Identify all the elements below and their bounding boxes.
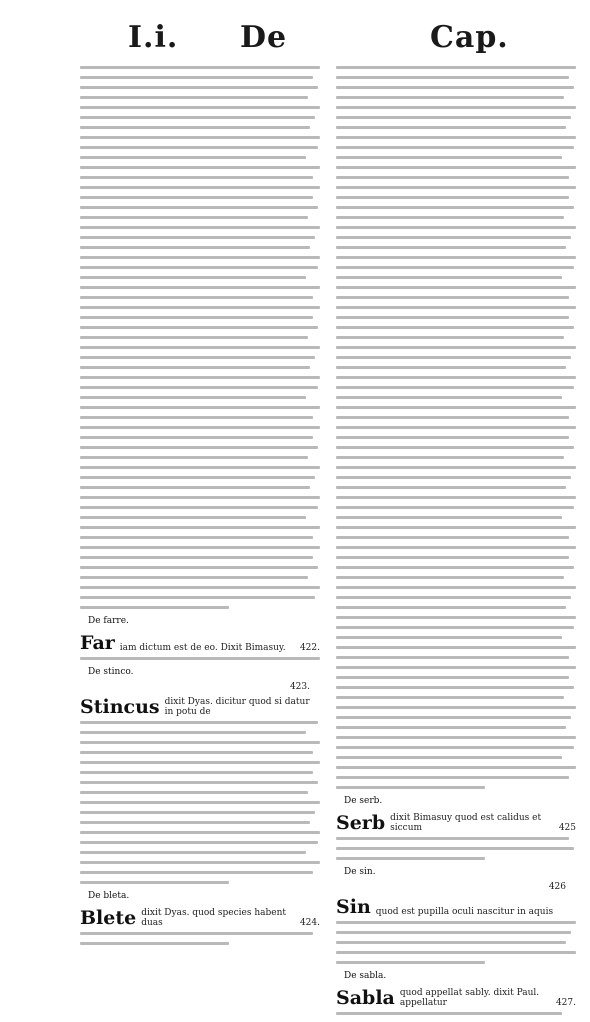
text-line xyxy=(336,666,576,669)
text-line xyxy=(336,736,576,739)
text-line xyxy=(336,296,569,299)
entry-first-line: dixit Bimasuy quod est calidus et siccum xyxy=(390,813,542,833)
entry-word: Sabla xyxy=(336,987,395,1009)
entry-number: 422. xyxy=(299,643,320,653)
text-line xyxy=(80,821,310,824)
text-line xyxy=(80,526,320,529)
section-heading: De sin. xyxy=(344,867,376,877)
text-line xyxy=(336,646,576,649)
text-line xyxy=(80,576,308,579)
text-line xyxy=(80,336,308,339)
text-line xyxy=(80,406,320,409)
text-line xyxy=(336,766,576,769)
text-line xyxy=(80,86,318,89)
text-line xyxy=(80,657,320,660)
text-line xyxy=(336,166,576,169)
text-line xyxy=(336,656,569,659)
text-line xyxy=(80,811,315,814)
text-line xyxy=(80,306,320,309)
text-line xyxy=(336,96,564,99)
section-heading: De stinco. xyxy=(88,667,134,677)
text-line xyxy=(336,236,571,239)
text-line xyxy=(80,731,306,734)
text-line xyxy=(336,226,576,229)
entry-first-line: dixit Dyas. dicitur quod si datur in potu de xyxy=(164,697,310,717)
text-line xyxy=(336,436,569,439)
text-line xyxy=(80,761,320,764)
text-line xyxy=(80,741,320,744)
text-line xyxy=(336,186,576,189)
text-line xyxy=(80,236,315,239)
text-line xyxy=(336,206,574,209)
text-line xyxy=(80,486,310,489)
text-line xyxy=(336,696,564,699)
text-line xyxy=(336,366,566,369)
text-line xyxy=(336,556,569,559)
text-line xyxy=(336,246,566,249)
text-line xyxy=(80,116,315,119)
text-line xyxy=(336,951,576,954)
text-line xyxy=(336,376,576,379)
right-column xyxy=(336,66,576,1022)
section-heading: De farre. xyxy=(88,616,129,626)
text-line xyxy=(80,841,318,844)
text-line xyxy=(336,857,485,860)
running-head-middle: De xyxy=(240,20,288,55)
text-line xyxy=(336,406,576,409)
text-line xyxy=(336,931,571,934)
text-line xyxy=(336,596,571,599)
text-line xyxy=(80,751,313,754)
text-line xyxy=(80,376,320,379)
text-line xyxy=(80,416,313,419)
text-line xyxy=(80,721,318,724)
text-line xyxy=(80,942,229,945)
text-line xyxy=(80,536,313,539)
text-line xyxy=(80,516,306,519)
text-line xyxy=(336,346,576,349)
text-line xyxy=(336,756,562,759)
text-line xyxy=(336,776,569,779)
text-line xyxy=(336,476,571,479)
text-line xyxy=(80,326,318,329)
text-line xyxy=(336,176,569,179)
text-line xyxy=(80,286,320,289)
text-line xyxy=(80,106,320,109)
text-line xyxy=(336,86,574,89)
text-line xyxy=(336,516,562,519)
text-line xyxy=(336,396,562,399)
text-line xyxy=(336,486,566,489)
text-line xyxy=(336,536,569,539)
text-line xyxy=(80,476,315,479)
text-line xyxy=(336,286,576,289)
text-line xyxy=(336,496,576,499)
entry-first-line: iam dictum est de eo. Dixit Bimasuy. xyxy=(119,643,286,653)
text-line xyxy=(80,881,229,884)
entry-row xyxy=(80,631,320,653)
text-line xyxy=(80,186,320,189)
text-line xyxy=(336,676,569,679)
text-line xyxy=(336,941,566,944)
text-line xyxy=(336,316,569,319)
text-line xyxy=(336,726,566,729)
running-head-left: I.i. xyxy=(128,20,179,55)
text-line xyxy=(80,446,318,449)
section-heading: De serb. xyxy=(344,796,383,806)
section-heading: De bleta. xyxy=(88,891,130,901)
text-line xyxy=(336,416,569,419)
text-line xyxy=(80,226,320,229)
text-line xyxy=(336,847,574,850)
text-line xyxy=(80,831,320,834)
text-line xyxy=(80,456,308,459)
text-line xyxy=(336,66,576,69)
text-line xyxy=(80,606,229,609)
text-line xyxy=(80,146,318,149)
text-line xyxy=(80,386,318,389)
text-line xyxy=(336,356,571,359)
text-line xyxy=(336,196,569,199)
text-line xyxy=(336,126,566,129)
entry-row xyxy=(80,695,320,717)
text-line xyxy=(336,306,576,309)
text-line xyxy=(80,126,310,129)
entry-word: Far xyxy=(80,632,115,654)
text-line xyxy=(80,66,320,69)
text-line xyxy=(336,686,574,689)
text-line xyxy=(80,276,306,279)
text-line xyxy=(336,606,566,609)
entry-row xyxy=(336,895,576,917)
text-line xyxy=(80,256,320,259)
entry-first-line: quod est pupilla oculi nascitur in aquis xyxy=(375,907,554,917)
text-line xyxy=(336,576,564,579)
text-line xyxy=(336,456,564,459)
text-line xyxy=(80,96,308,99)
entry-number: 427. xyxy=(555,998,576,1008)
text-line xyxy=(80,466,320,469)
text-line xyxy=(336,636,562,639)
text-line xyxy=(80,426,320,429)
text-line xyxy=(336,266,574,269)
text-line xyxy=(80,346,320,349)
text-line xyxy=(336,256,576,259)
text-line xyxy=(80,781,318,784)
text-line xyxy=(80,396,306,399)
text-line xyxy=(80,366,310,369)
text-line xyxy=(80,851,306,854)
text-line xyxy=(336,546,576,549)
text-line xyxy=(336,136,576,139)
text-line xyxy=(80,436,313,439)
text-line xyxy=(80,871,313,874)
text-line xyxy=(80,166,320,169)
text-line xyxy=(336,716,571,719)
text-line xyxy=(336,276,562,279)
text-line xyxy=(80,801,320,804)
text-line xyxy=(80,316,313,319)
text-line xyxy=(336,526,576,529)
text-line xyxy=(80,246,310,249)
text-line xyxy=(80,196,313,199)
text-line xyxy=(80,506,318,509)
text-line xyxy=(80,932,313,935)
text-line xyxy=(80,771,313,774)
text-line xyxy=(336,466,576,469)
running-head-right: Cap. xyxy=(430,20,509,55)
text-line xyxy=(80,586,320,589)
text-line xyxy=(336,336,564,339)
text-line xyxy=(80,206,318,209)
entry-row xyxy=(336,811,576,833)
text-line xyxy=(336,586,576,589)
entry-number: 423. xyxy=(289,682,310,692)
entry-word: Sin xyxy=(336,896,371,918)
text-line xyxy=(80,546,320,549)
entry-row xyxy=(336,986,576,1008)
text-line xyxy=(336,426,576,429)
text-line xyxy=(336,106,576,109)
text-line xyxy=(80,356,315,359)
entry-word: Stincus xyxy=(80,696,160,718)
text-line xyxy=(336,156,562,159)
text-line xyxy=(80,76,313,79)
text-line xyxy=(80,566,318,569)
text-line xyxy=(336,116,571,119)
text-line xyxy=(336,146,574,149)
text-line xyxy=(336,1012,562,1015)
text-line xyxy=(336,566,574,569)
entry-number: 425 xyxy=(558,823,576,833)
text-line xyxy=(336,76,569,79)
text-line xyxy=(80,296,313,299)
text-line xyxy=(336,786,485,789)
text-line xyxy=(80,156,306,159)
text-line xyxy=(80,176,313,179)
entry-row xyxy=(80,906,320,928)
text-line xyxy=(80,216,308,219)
text-line xyxy=(336,616,576,619)
text-line xyxy=(336,837,569,840)
text-line xyxy=(80,861,320,864)
text-line xyxy=(336,961,485,964)
section-heading: De sabla. xyxy=(344,971,387,981)
entry-word: Serb xyxy=(336,812,386,834)
text-line xyxy=(336,626,574,629)
entry-first-line: quod appellat sably. dixit Paul. appellatur xyxy=(399,988,540,1008)
text-line xyxy=(336,216,564,219)
entry-first-line: dixit Dyas. quod species habent duas xyxy=(141,908,287,928)
text-line xyxy=(80,136,320,139)
left-column xyxy=(80,66,320,952)
text-line xyxy=(80,266,318,269)
text-line xyxy=(336,506,574,509)
text-line xyxy=(336,921,576,924)
text-line xyxy=(336,446,574,449)
text-line xyxy=(336,326,574,329)
text-line xyxy=(80,791,308,794)
text-line xyxy=(80,556,313,559)
entry-number: 424. xyxy=(299,918,320,928)
text-line xyxy=(336,746,574,749)
text-line xyxy=(336,706,576,709)
text-line xyxy=(80,596,315,599)
text-line xyxy=(80,496,320,499)
entry-number: 426 xyxy=(548,882,566,892)
entry-word: Blete xyxy=(80,907,137,929)
text-line xyxy=(336,386,574,389)
